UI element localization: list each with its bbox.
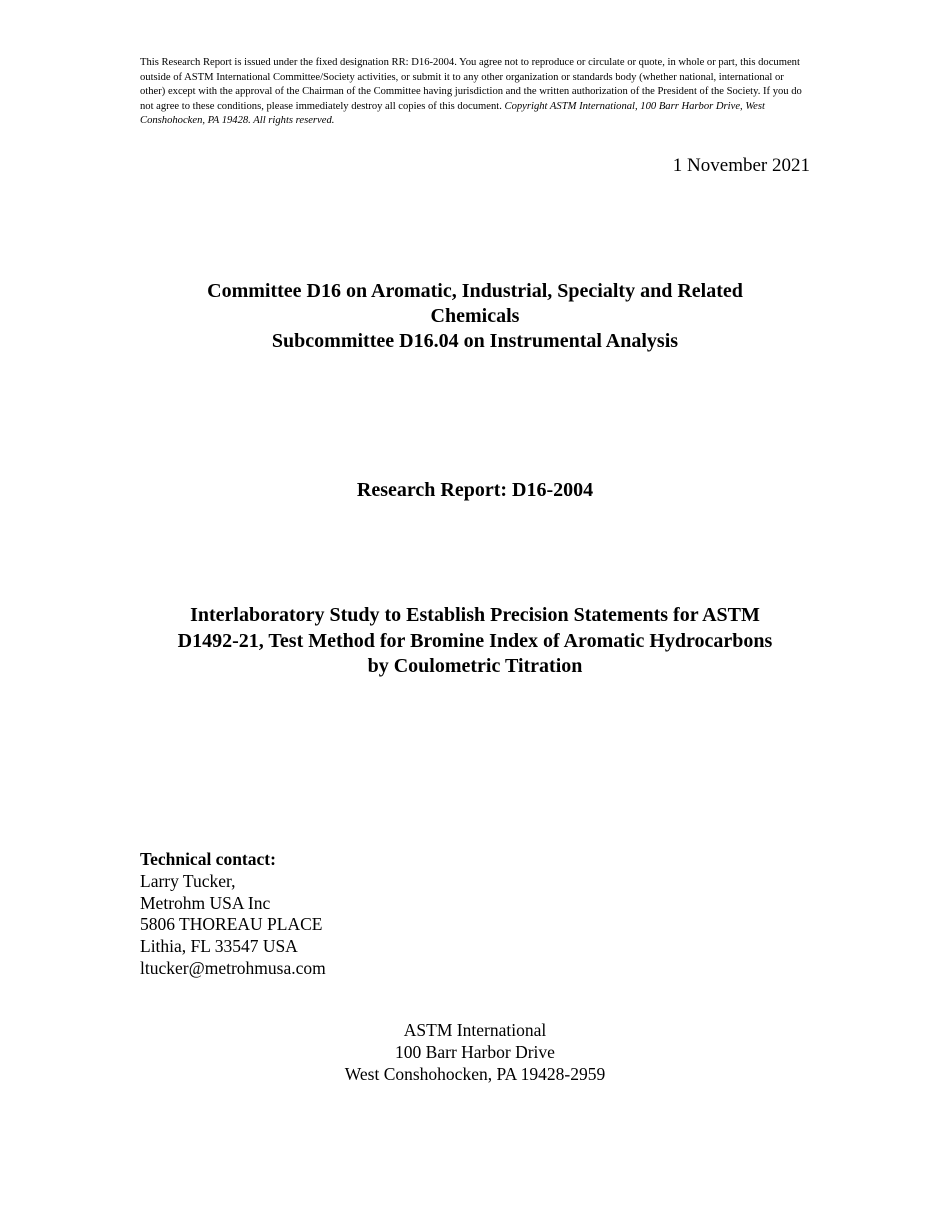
technical-contact	[140, 849, 326, 980]
notice-text: This Research Report is issued under the fixed designation RR: D16-2004. You agree not to reproduce or circulate or quote, in whole or part, this document outside of ASTM International Committee/Society activities, or submit it to any other organization or standards body (whether national, international or other) except with the approval of the Chairman of the Committee having jurisdiction and the written authorization of the President of the Society. If you do not agree to these conditions, please immediately destroy all copies of this document.	[140, 57, 802, 112]
astm-name: ASTM International	[403, 1020, 547, 1040]
study-title-line-1: Interlaboratory Study to Establish Precision Statements for ASTM	[190, 604, 760, 626]
contact-name: Larry Tucker,	[140, 870, 236, 891]
report-title: Research Report: D16-2004	[356, 479, 594, 501]
copyright-notice: Copyright ASTM International, 100 Barr Harbor Drive, West Conshohocken, PA 19428. All rights reserved.	[140, 100, 765, 127]
contact-city: Lithia, FL 33547 USA	[140, 936, 298, 957]
contact-email: ltucker@metrohmusa.com	[140, 957, 326, 978]
contact-label: Technical contact:	[140, 849, 276, 869]
astm-city: West Conshohocken, PA 19428-2959	[344, 1063, 606, 1084]
committee-line-1: Committee D16 on Aromatic, Industrial, Specialty and Related	[207, 280, 743, 302]
astm-street: 100 Barr Harbor Drive	[395, 1041, 555, 1062]
study-title-line-2: D1492-21, Test Method for Bromine Index of Aromatic Hydrocarbons	[177, 629, 773, 652]
contact-company: Metrohm USA Inc	[140, 892, 271, 913]
confidentiality-notice	[140, 56, 810, 129]
study-title	[140, 603, 810, 680]
report-date: 1 November 2021	[672, 155, 810, 176]
study-title-line-3: by Coulometric Titration	[367, 655, 583, 677]
astm-address	[140, 1020, 810, 1085]
committee-line-2: Chemicals	[430, 305, 520, 327]
committee-heading	[140, 279, 810, 354]
subcommittee-line: Subcommittee D16.04 on Instrumental Analysis	[271, 330, 679, 352]
contact-street: 5806 THOREAU PLACE	[140, 914, 323, 935]
